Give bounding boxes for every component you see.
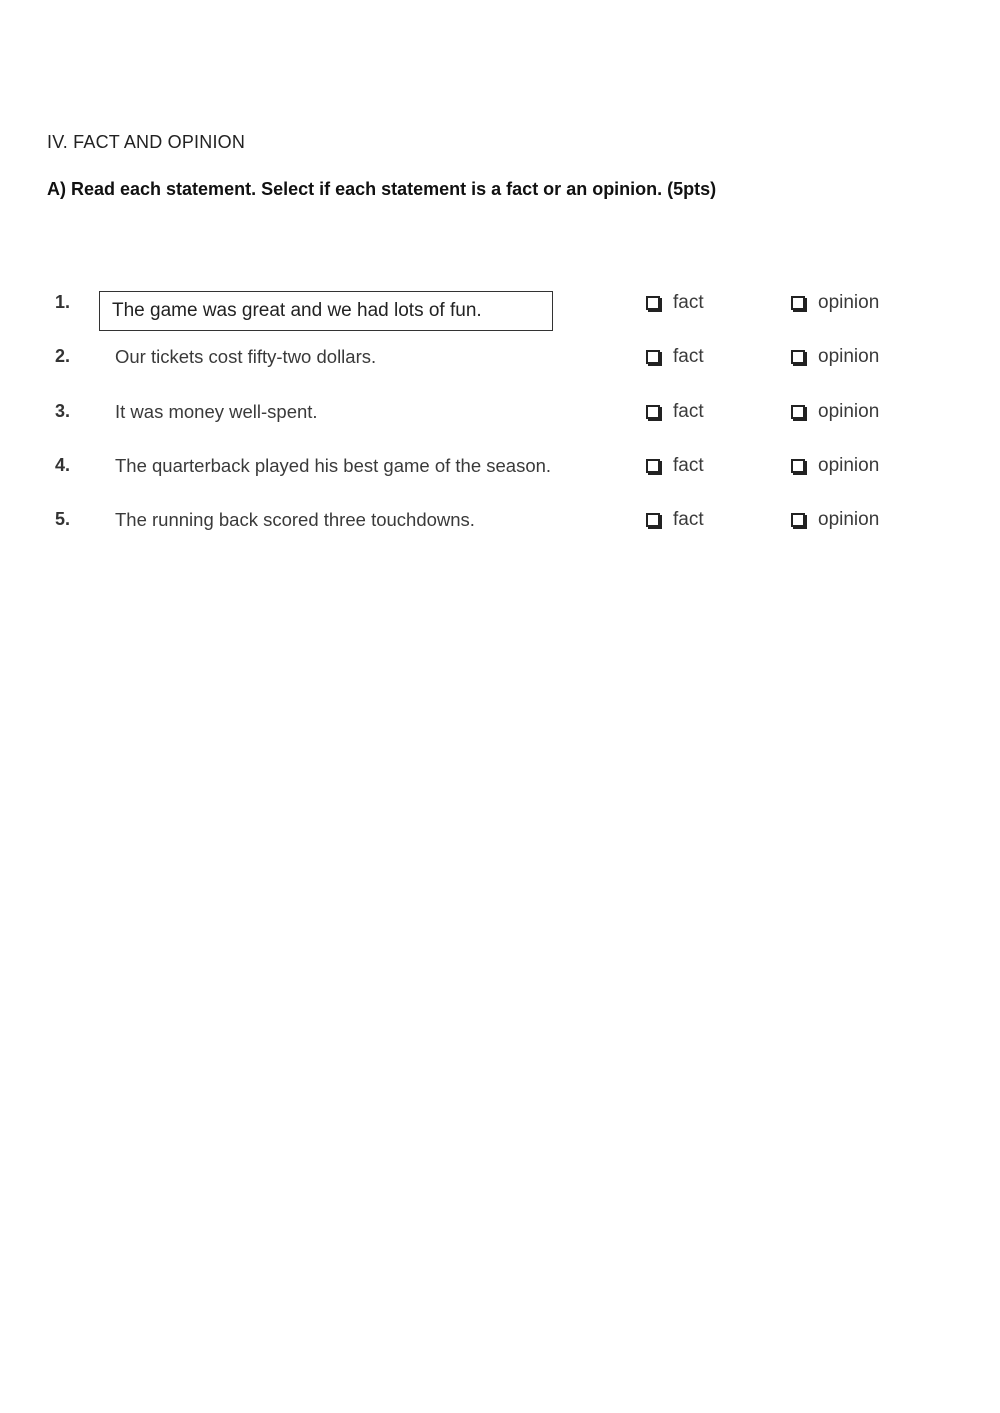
fact-label: fact <box>673 509 704 530</box>
fact-label: fact <box>673 401 704 422</box>
opinion-label: opinion <box>818 455 880 476</box>
checkbox-icon[interactable] <box>646 405 660 419</box>
checkbox-icon[interactable] <box>791 350 805 364</box>
fact-option[interactable] <box>646 346 704 368</box>
question-text: It was money well-spent. <box>115 401 318 422</box>
fact-label: fact <box>673 455 704 476</box>
question-number: 2. <box>55 346 71 366</box>
checkbox-icon[interactable] <box>646 459 660 473</box>
question-text: The running back scored three touchdowns. <box>115 509 475 530</box>
opinion-option[interactable] <box>791 401 879 423</box>
opinion-option[interactable] <box>791 509 879 531</box>
fact-option[interactable] <box>646 455 704 477</box>
question-row-1 <box>0 292 1000 332</box>
checkbox-icon[interactable] <box>791 513 805 527</box>
question-row-4 <box>0 455 1000 495</box>
question-text-selected[interactable]: The game was great and we had lots of fun. <box>99 291 553 331</box>
question-number: 3. <box>55 401 71 421</box>
question-text: Our tickets cost fifty-two dollars. <box>115 346 377 367</box>
checkbox-icon[interactable] <box>791 296 805 310</box>
fact-option[interactable] <box>646 509 704 531</box>
fact-label: fact <box>673 292 704 313</box>
checkbox-icon[interactable] <box>791 405 805 419</box>
question-number: 1. <box>55 292 71 312</box>
opinion-option[interactable] <box>791 292 879 314</box>
instructions: A) Read each statement. Select if each statement is a fact or an opinion. (5pts) <box>47 179 717 199</box>
opinion-label: opinion <box>818 292 880 313</box>
fact-label: fact <box>673 346 704 367</box>
question-text: The quarterback played his best game of the season. <box>115 455 552 476</box>
checkbox-icon[interactable] <box>646 350 660 364</box>
opinion-label: opinion <box>818 401 880 422</box>
question-number: 5. <box>55 509 71 529</box>
section-heading: IV. FACT AND OPINION <box>47 132 246 152</box>
fact-option[interactable] <box>646 401 704 423</box>
fact-option[interactable] <box>646 292 704 314</box>
question-row-2 <box>0 346 1000 386</box>
question-row-5 <box>0 509 1000 549</box>
checkbox-icon[interactable] <box>646 296 660 310</box>
opinion-label: opinion <box>818 346 880 367</box>
checkbox-icon[interactable] <box>791 459 805 473</box>
checkbox-icon[interactable] <box>646 513 660 527</box>
question-number: 4. <box>55 455 71 475</box>
opinion-option[interactable] <box>791 346 879 368</box>
opinion-option[interactable] <box>791 455 879 477</box>
opinion-label: opinion <box>818 509 880 530</box>
question-row-3 <box>0 401 1000 441</box>
